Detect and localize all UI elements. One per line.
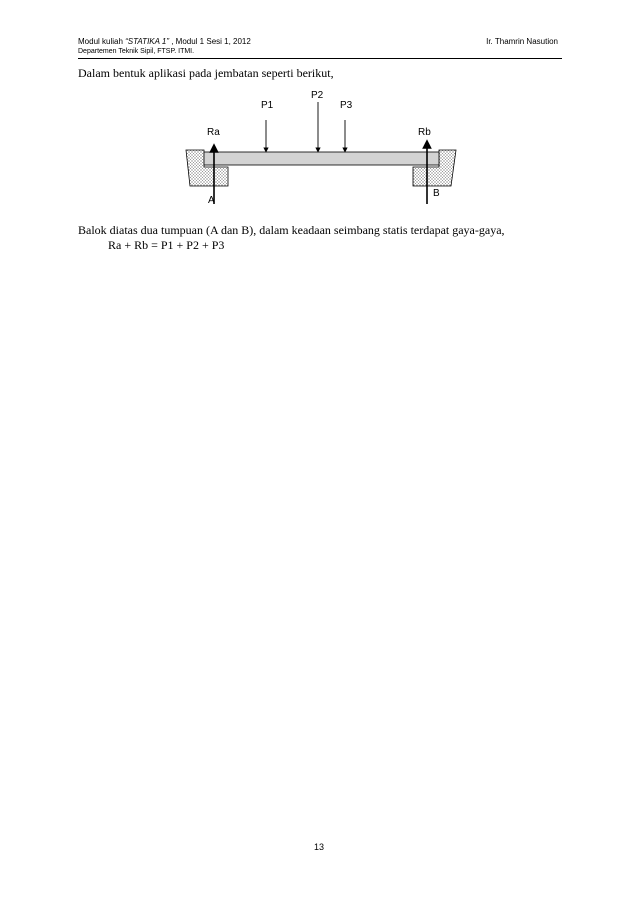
beam xyxy=(204,152,439,165)
intro-paragraph: Dalam bentuk aplikasi pada jembatan seperti berikut, xyxy=(78,66,334,80)
load-p2-label: P2 xyxy=(311,90,324,101)
bridge-beam-diagram xyxy=(170,88,470,213)
description-paragraph: Balok diatas dua tumpuan (A dan B), dalam keadaan seimbang statis terdapat gaya-gaya, xyxy=(78,223,505,237)
support-b-label: B xyxy=(433,188,440,199)
header-module-info: Modul kuliah “STATIKA 1” , Modul 1 Sesi 1, 2012 xyxy=(78,37,251,46)
reaction-rb-label: Rb xyxy=(418,127,431,138)
header-course-title: “STATIKA 1” xyxy=(125,37,169,46)
header-author: Ir. Thamrin Nasution xyxy=(486,37,558,46)
load-p1-label: P1 xyxy=(261,100,274,111)
equilibrium-equation: Ra + Rb = P1 + P2 + P3 xyxy=(108,238,225,252)
support-a-label: A xyxy=(208,195,215,206)
page-number: 13 xyxy=(313,842,324,852)
reaction-ra-label: Ra xyxy=(207,127,220,138)
load-p3-label: P3 xyxy=(340,100,353,111)
header-divider xyxy=(78,58,562,59)
header-department: Departemen Teknik Sipil, FTSP. ITMI. xyxy=(78,48,195,55)
